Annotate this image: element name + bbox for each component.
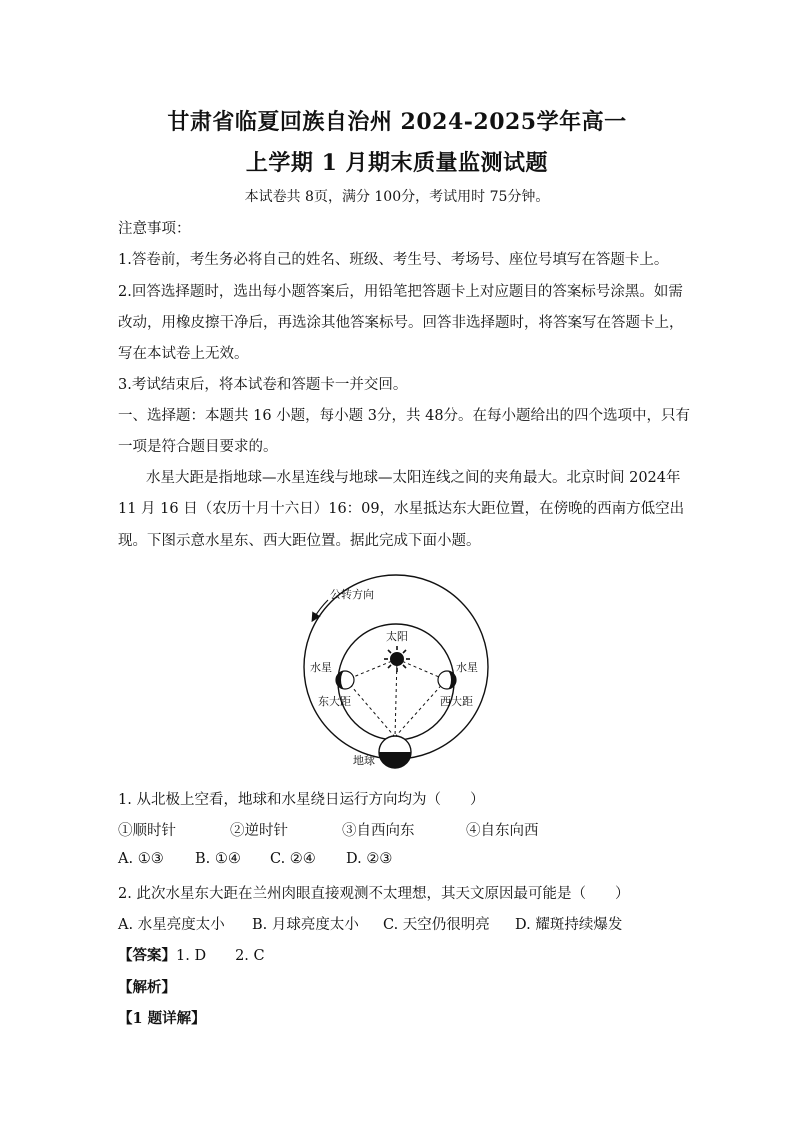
q1-option-c: C. ②④	[270, 851, 316, 867]
analysis-label: 【解析】	[118, 979, 176, 996]
q2-option-b: B. 月球亮度太小	[252, 917, 359, 933]
elongation-diagram	[290, 570, 500, 775]
notes-line-1: 1.答卷前，考生务必将自己的姓名、班级、考生号、考场号、座位号填写在答题卡上。	[118, 252, 669, 268]
answer-line	[118, 944, 265, 965]
q2-option-d: D. 耀斑持续爆发	[515, 917, 623, 933]
revolution-arrow	[314, 600, 328, 618]
exam-subtitle: 本试卷共 8页，满分 100分，考试用时 75分钟。	[244, 189, 550, 205]
notes-line-4: 写在本试卷上无效。	[118, 346, 249, 362]
notes-heading: 注意事项：	[118, 221, 191, 237]
q2-option-c: C. 天空仍很明亮	[383, 917, 490, 933]
exam-title-line1: 甘肃省临夏回族自治州 2024-2025学年高一	[167, 109, 627, 135]
q1-option-b: B. ①④	[195, 851, 241, 867]
q2-stem: 2. 此次水星东大距在兰州肉眼直接观测不太理想，其天文原因最可能是（ ）	[118, 886, 630, 902]
passage-line-3: 现。下图示意水星东、西大距位置。据此完成下面小题。	[118, 533, 481, 549]
earth-icon	[379, 736, 411, 768]
label-west-elongation: 西大距	[440, 695, 473, 708]
q1-stem: 1. 从北极上空看，地球和水星绕日运行方向均为（ ）	[118, 792, 485, 808]
q1-options	[118, 851, 392, 867]
q1-option-d: D. ②③	[346, 851, 393, 867]
section1-line-2: 一项是符合题目要求的。	[118, 439, 278, 455]
q1-statements	[118, 819, 539, 840]
answer-values: 1. D 2. C	[176, 948, 265, 964]
passage-line-1: 水星大距是指地球—水星连线与地球—太阳连线之间的夹角最大。北京时间 2024年	[146, 470, 681, 486]
mercury-east-icon	[336, 671, 354, 689]
q1-statement-3: ③自西向东	[342, 823, 415, 839]
notes-line-5: 3.考试结束后，将本试卷和答题卡一并交回。	[118, 377, 408, 393]
q2-option-a: A. 水星亮度太小	[118, 917, 225, 933]
q1-option-a: A. ①③	[118, 851, 164, 867]
notes-line-3: 改动，用橡皮擦干净后，再选涂其他答案标号。回答非选择题时，将答案写在答题卡上，	[118, 315, 684, 331]
label-mercury-left: 水星	[310, 661, 332, 674]
q1-statement-2: ②逆时针	[230, 823, 288, 839]
q1-statement-1: ①顺时针	[118, 823, 176, 839]
section1-line-1: 一、选择题：本题共 16 小题，每小题 3分，共 48分。在每小题给出的四个选项中，只有	[118, 408, 691, 424]
label-earth: 地球	[353, 754, 375, 767]
mercury-west-icon	[438, 671, 456, 689]
q1-statement-4: ④自东向西	[466, 823, 539, 839]
label-revolution: 公转方向	[330, 588, 374, 601]
label-mercury-right: 水星	[456, 661, 478, 674]
label-sun: 太阳	[386, 630, 408, 643]
q2-options	[118, 913, 622, 934]
passage-line-2: 11 月 16 日（农历十月十六日）16：09，水星抵达东大距位置，在傍晚的西南方低空出	[118, 501, 685, 517]
label-east-elongation: 东大距	[318, 695, 351, 708]
exam-title-line2: 上学期 1 月期末质量监测试题	[245, 150, 549, 176]
analysis-q1-detail: 【1 题详解】	[118, 1010, 206, 1027]
notes-line-2: 2.回答选择题时，选出每小题答案后，用铅笔把答题卡上对应题目的答案标号涂黑。如需	[118, 284, 683, 300]
answer-label: 【答案】	[118, 947, 176, 964]
